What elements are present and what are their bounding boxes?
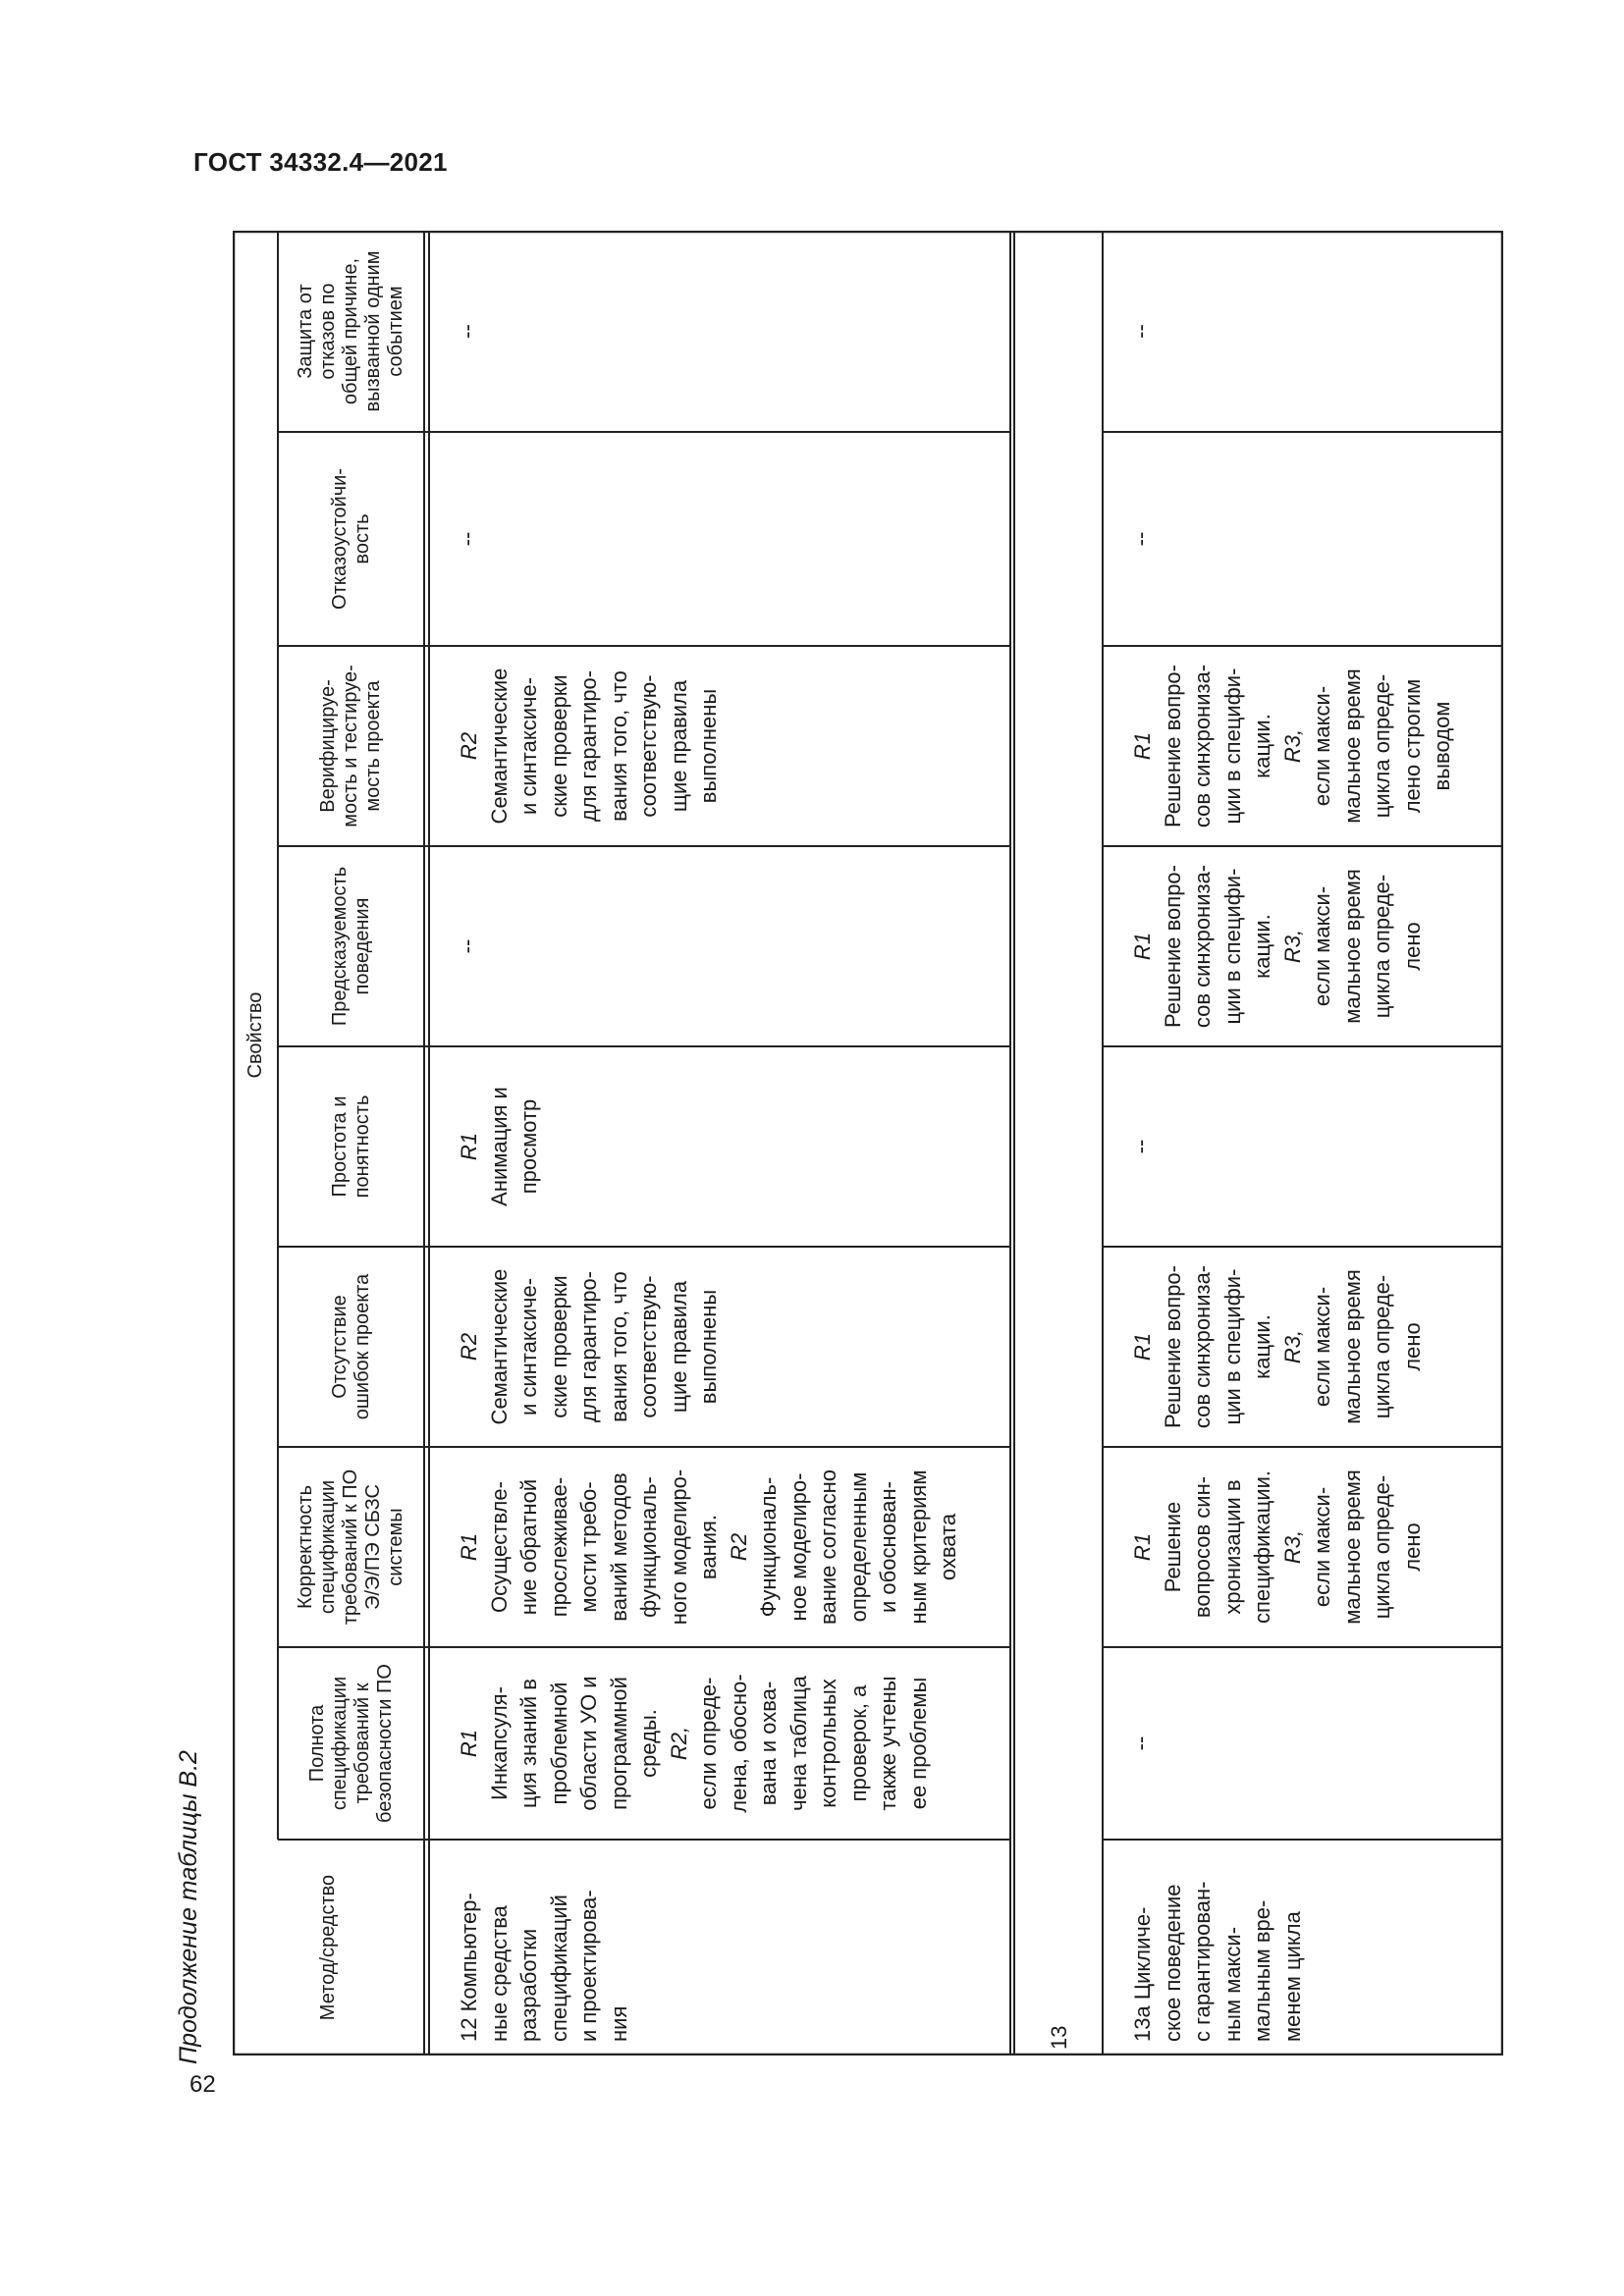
cell-text-line: контрольных [816,1679,840,1808]
row-2-cell-3 [1126,1247,1503,1447]
row-method-1 [1014,1840,1103,2056]
cell-text-line: R1 [1130,932,1155,961]
row-0-cell-8 [453,231,1010,432]
row-0-cell-2 [453,1447,1010,1647]
cell-text-line: кации. [1250,714,1274,778]
cell-text-line: цикла опреде- [1370,874,1394,1019]
cell-text-line: -- [1128,324,1153,339]
cell-text-line: вания того, что [606,670,631,822]
column-header-0 [233,1840,424,2056]
cell-text-line: Отсутствие [328,1295,351,1399]
cell-text-line: R3, [1279,728,1305,764]
cell-text-line: для гарантиро- [576,669,601,823]
cell-text-line: мости требо- [576,1481,601,1613]
cell-text-line: и синтаксиче- [516,1277,541,1416]
cell-text-line: спецификаций [546,1895,571,2042]
cell-text-line: Защита от [295,284,316,379]
cell-text-line: хронизации в [1219,1479,1245,1615]
cell-text-line: Предсказуемость [328,866,351,1027]
cell-text-line: ции в специфи- [1219,667,1245,825]
cell-text-line: выполнены [696,1289,721,1405]
cell-text-line: ные средства [486,1905,512,2042]
cell-text-line: R1 [457,1729,481,1758]
column-header-8 [278,231,424,432]
cell-text-line: безопасности ПО [373,1664,396,1823]
cell-text-line: Семантические [486,1268,512,1425]
cell-text-line: R3, [1279,1529,1305,1565]
cell-text-line: -- [1128,1735,1153,1751]
cell-text-line: ния [606,2005,631,2042]
cell-text-line: с гарантирован- [1190,1881,1215,2042]
cell-text-line: сов синхрониза- [1190,864,1215,1029]
row-2-cell-6 [1126,646,1503,846]
cell-text-line: общей причине, [340,257,361,405]
cell-text-line: цикла опреде- [1370,673,1394,819]
cell-text-line: лено [1399,1522,1425,1572]
cell-text-line: системы [385,1508,406,1586]
cell-text-line: Верифицируе- [317,679,339,813]
cell-text-line: вызванной одним [362,250,384,412]
row-2-cell-1 [1126,1647,1503,1840]
cell-text-line: событием [385,286,406,377]
cell-text-line: спецификации [317,1479,339,1615]
cell-text-line: -- [1128,531,1153,547]
row-0-cell-4 [453,1046,1010,1247]
cell-text-line: программной [606,1677,631,1810]
cell-text-line: -- [1128,1139,1153,1154]
cell-text-line: ным критериям [905,1469,931,1625]
cell-text-line: если макси- [1310,885,1334,1007]
cell-text-line: мальное время [1339,869,1365,1024]
row-2-cell-5 [1126,846,1503,1046]
column-header-4 [278,1046,424,1247]
cell-text-line: соответствую- [636,674,661,818]
cell-text-line: -- [455,324,479,339]
cell-text-line: проверок, а [845,1684,871,1802]
cell-text-line: Решение вопро- [1160,865,1185,1028]
row-method-0 [453,1840,1010,2056]
cell-text-line: Функциональ- [756,1476,781,1618]
cell-text-line: Э/Э/ПЭ СБЗС [362,1484,384,1610]
properties-table [233,231,1503,2056]
cell-text-line: 13а Цикличе- [1130,1906,1155,2042]
cell-text-line: функциональ- [636,1476,661,1618]
cell-text-line: ции в специфи- [1219,868,1245,1025]
row-2-cell-2 [1126,1447,1503,1647]
cell-text-line: сов синхрониза- [1190,1264,1215,1429]
cell-text-line: вость [351,513,373,564]
cell-text-line: мальное время [1339,1469,1365,1625]
cell-text-line: области УО и [576,1676,601,1811]
row-0-cell-7 [453,432,1010,646]
cell-text-line: мальное время [1339,1269,1365,1424]
cell-text-line: Семантические [486,667,512,825]
cell-text-line: кации. [1250,1314,1274,1379]
cell-text-line: разработки [516,1928,541,2042]
cell-text-line: лено [1399,922,1425,971]
row-2-cell-8 [1126,231,1503,432]
cell-text-line: 13 [1046,2025,1071,2050]
cell-text-line: требований к [351,1682,373,1804]
cell-text-line: соответствую- [636,1275,661,1418]
cell-text-line: R1 [1130,1532,1155,1562]
cell-text-line: R1 [1130,1332,1155,1362]
cell-text-line: понятность [351,1095,373,1199]
cell-text-line: цикла опреде- [1370,1474,1394,1620]
cell-text-line: выполнены [696,688,721,804]
row-method-2 [1126,1840,1503,2056]
cell-text-line: и обоснован- [876,1481,900,1614]
cell-text-line: вание согласно [816,1469,840,1625]
cell-text-line: Осуществле- [486,1481,512,1613]
cell-text-line: ее проблемы [905,1677,931,1810]
row-2-cell-4 [1126,1046,1503,1247]
cell-text-line: цикла опреде- [1370,1274,1394,1419]
cell-text-line: -- [455,938,479,954]
cell-text-line: Отказоустойчи- [328,468,351,610]
cell-text-line: выводом [1430,701,1454,791]
cell-text-line: ское поведение [1160,1884,1185,2042]
cell-text-line: Корректность [295,1484,316,1610]
cell-text-line: Полнота [305,1704,328,1783]
cell-text-line: R2 [457,731,481,761]
cell-text-line: ние обратной [516,1478,541,1616]
cell-text-line: и проектирова- [576,1890,601,2042]
cell-text-line: проблемной [546,1682,571,1805]
cell-text-line: вания того, что [606,1271,631,1422]
cell-text-line: -- [455,531,479,547]
cell-text-line: Свойство [244,991,266,1079]
cell-text-line: R2, [666,1726,691,1761]
cell-text-line: для гарантиро- [576,1270,601,1423]
cell-text-line: R3, [1279,929,1305,964]
cell-text-line: Инкапсуля- [486,1686,512,1800]
cell-text-line: чена таблица [785,1676,811,1811]
cell-text-line: также учтены [876,1676,900,1811]
cell-text-line: сов синхрониза- [1190,664,1215,828]
cell-text-line: если макси- [1310,1486,1334,1608]
cell-text-line: мость проекта [362,680,384,812]
cell-text-line: R1 [1130,731,1155,761]
column-header-5 [278,846,424,1046]
cell-text-line: ного моделиро- [666,1468,691,1626]
cell-text-line: ное моделиро- [785,1472,811,1622]
cell-text-line: мальным вре- [1250,1899,1274,2042]
cell-text-line: ции в специфи- [1219,1268,1245,1425]
cell-text-line: щие правила [666,1280,691,1414]
cell-text-line: если опреде- [696,1677,721,1810]
column-header-6 [278,646,424,846]
cell-text-line: если макси- [1310,685,1334,807]
cell-text-line: Решение вопро- [1160,665,1185,828]
column-header-3 [278,1247,424,1447]
cell-text-line: поведения [351,897,373,995]
standard-title: ГОСТ 34332.4—2021 [193,147,448,177]
cell-text-line: ские проверки [546,1275,571,1418]
cell-text-line: ошибок проекта [351,1273,373,1420]
cell-text-line: Простота и [328,1095,351,1198]
cell-text-line: определенным [845,1471,871,1623]
cell-text-line: вания. [696,1514,721,1580]
cell-text-line: прослеживае- [546,1476,571,1618]
cell-text-line: R1 [457,1532,481,1562]
cell-text-line: Метод/средство [317,1874,339,2021]
cell-text-line: щие правила [666,679,691,813]
cell-text-line: Анимация и [486,1087,512,1206]
cell-text-line: мость и тестируе- [340,665,361,828]
row-0-cell-1 [453,1647,1010,1840]
cell-text-line: отказов по [317,283,339,380]
cell-text-line: лено строгим [1399,678,1425,814]
cell-text-line: и синтаксиче- [516,676,541,816]
cell-text-line: R3, [1279,1329,1305,1364]
column-header-1 [278,1647,424,1840]
row-0-cell-5 [453,846,1010,1046]
row-0-cell-3 [453,1247,1010,1447]
column-header-7 [278,432,424,646]
cell-text-line: спецификации. [1250,1469,1274,1625]
cell-text-line: 12 Компьютер- [457,1893,481,2042]
group-header-property [233,231,278,1840]
cell-text-line: лено [1399,1322,1425,1371]
cell-text-line: Решение [1160,1501,1185,1593]
cell-text-line: кации. [1250,914,1274,979]
cell-text-line: лена, обосно- [726,1674,751,1813]
cell-text-line: мальное время [1339,668,1365,824]
cell-text-line: среды. [636,1709,661,1778]
cell-text-line: ция знаний в [516,1679,541,1808]
cell-text-line: Решение вопро- [1160,1265,1185,1428]
cell-text-line: R2 [726,1532,751,1562]
row-0-cell-6 [453,646,1010,846]
cell-text-line: если макси- [1310,1286,1334,1408]
cell-text-line: R1 [457,1132,481,1161]
cell-text-line: менем цикла [1279,1911,1305,2042]
cell-text-line: охвата [936,1513,960,1581]
cell-text-line: спецификации [328,1676,351,1811]
table-caption: Продолжение таблицы В.2 [175,1750,202,2064]
column-header-2 [278,1447,424,1647]
cell-text-line: вопросов син- [1190,1475,1215,1619]
cell-text-line: ваний методов [606,1472,631,1622]
cell-text-line: вана и охва- [756,1681,781,1806]
row-2-cell-7 [1126,432,1503,646]
cell-text-line: требований к ПО [340,1468,361,1626]
cell-text-line: ские проверки [546,674,571,818]
cell-text-line: R2 [457,1332,481,1362]
cell-text-line: просмотр [516,1098,541,1195]
page-number: 62 [189,2071,216,2098]
cell-text-line: ным макси- [1219,1926,1245,2042]
